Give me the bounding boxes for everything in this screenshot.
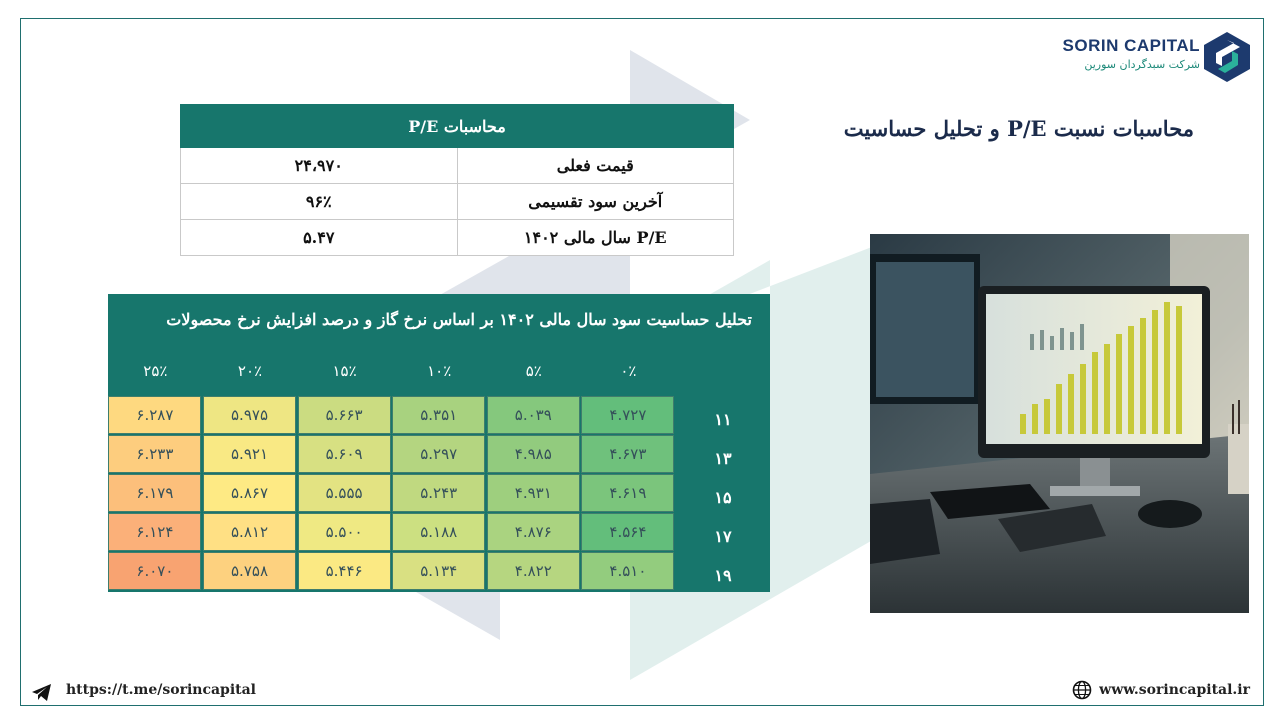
sensitivity-cell: ۶.۰۷۰ (108, 552, 201, 590)
pe-row-label: P/E سال مالی ۱۴۰۲ (457, 220, 734, 256)
sensitivity-cell: ۵.۹۷۵ (203, 396, 296, 434)
sensitivity-row-header: ۱۵ (714, 488, 732, 507)
sensitivity-column-header: ۲۰٪ (237, 362, 263, 380)
sensitivity-cell: ۵.۹۲۱ (203, 435, 296, 473)
table-row (181, 184, 734, 220)
sensitivity-cell: ۴.۸۲۲ (487, 552, 580, 590)
telegram-icon (32, 684, 52, 702)
sensitivity-cell: ۶.۱۷۹ (108, 474, 201, 512)
brand-mark-icon (1204, 32, 1250, 82)
sensitivity-cell: ۴.۵۶۴ (581, 513, 674, 551)
sensitivity-cell: ۵.۰۳۹ (487, 396, 580, 434)
sensitivity-cell: ۴.۶۱۹ (581, 474, 674, 512)
website-url[interactable]: www.sorincapital.ir (1099, 682, 1250, 698)
pe-row-value: ۹۶٪ (181, 184, 458, 220)
sensitivity-cell: ۵.۱۳۴ (392, 552, 485, 590)
brand-name-en: SORIN CAPITAL (1062, 36, 1200, 55)
sensitivity-row-header: ۱۱ (714, 410, 732, 429)
table-row (181, 220, 734, 256)
sensitivity-cell: ۵.۱۸۸ (392, 513, 485, 551)
pe-row-value: ۵.۴۷ (181, 220, 458, 256)
pe-row-value: ۲۴،۹۷۰ (181, 148, 458, 184)
sensitivity-cell: ۴.۶۷۳ (581, 435, 674, 473)
sensitivity-cell: ۵.۲۹۷ (392, 435, 485, 473)
sensitivity-column-header: ۰٪ (620, 362, 637, 380)
sensitivity-row-header: ۱۹ (714, 566, 732, 585)
slide-title: محاسبات نسبت P/E و تحلیل حساسیت (843, 116, 1194, 141)
sensitivity-column-header: ۱۰٪ (427, 362, 452, 380)
sensitivity-cell: ۵.۲۴۳ (392, 474, 485, 512)
pe-row-label: قیمت فعلی (457, 148, 734, 184)
sensitivity-cell: ۵.۳۵۱ (392, 396, 485, 434)
sensitivity-cell: ۴.۷۲۷ (581, 396, 674, 434)
telegram-url[interactable]: https://t.me/sorincapital (66, 682, 257, 698)
sensitivity-column-header: ۵٪ (525, 362, 542, 380)
sensitivity-row-header: ۱۳ (714, 449, 732, 468)
table-row (181, 148, 734, 184)
sensitivity-cell: ۵.۸۶۷ (203, 474, 296, 512)
sensitivity-cell: ۵.۷۵۸ (203, 552, 296, 590)
sensitivity-cell: ۵.۵۰۰ (298, 513, 391, 551)
sensitivity-cell: ۶.۱۲۴ (108, 513, 201, 551)
pe-table-header: محاسبات P/E (181, 105, 734, 148)
sensitivity-cell: ۴.۸۷۶ (487, 513, 580, 551)
sensitivity-cell: ۵.۴۴۶ (298, 552, 391, 590)
sensitivity-cell: ۵.۶۰۹ (298, 435, 391, 473)
sensitivity-cell: ۶.۲۳۳ (108, 435, 201, 473)
sensitivity-cell: ۶.۲۸۷ (108, 396, 201, 434)
sensitivity-column-header: ۱۵٪ (332, 362, 357, 380)
pe-row-label: آخرین سود تقسیمی (457, 184, 734, 220)
sensitivity-cell: ۵.۶۶۳ (298, 396, 391, 434)
sensitivity-column-header: ۲۵٪ (143, 362, 168, 380)
computer-desk-photo (870, 234, 1249, 613)
globe-icon (1072, 680, 1092, 700)
sensitivity-cell: ۴.۵۱۰ (581, 552, 674, 590)
sensitivity-cell: ۵.۵۵۵ (298, 474, 391, 512)
sensitivity-row-header: ۱۷ (714, 527, 732, 546)
sensitivity-cell: ۴.۹۳۱ (487, 474, 580, 512)
sensitivity-cell: ۴.۹۸۵ (487, 435, 580, 473)
sensitivity-title: تحلیل حساسیت سود سال مالی ۱۴۰۲ بر اساس نرخ گاز و درصد افزایش نرخ محصولات (166, 310, 752, 329)
pe-table (180, 104, 734, 256)
sensitivity-cell: ۵.۸۱۲ (203, 513, 296, 551)
brand-logo (1062, 32, 1250, 82)
brand-name-fa: شرکت سبدگردان سورین (1084, 58, 1200, 71)
